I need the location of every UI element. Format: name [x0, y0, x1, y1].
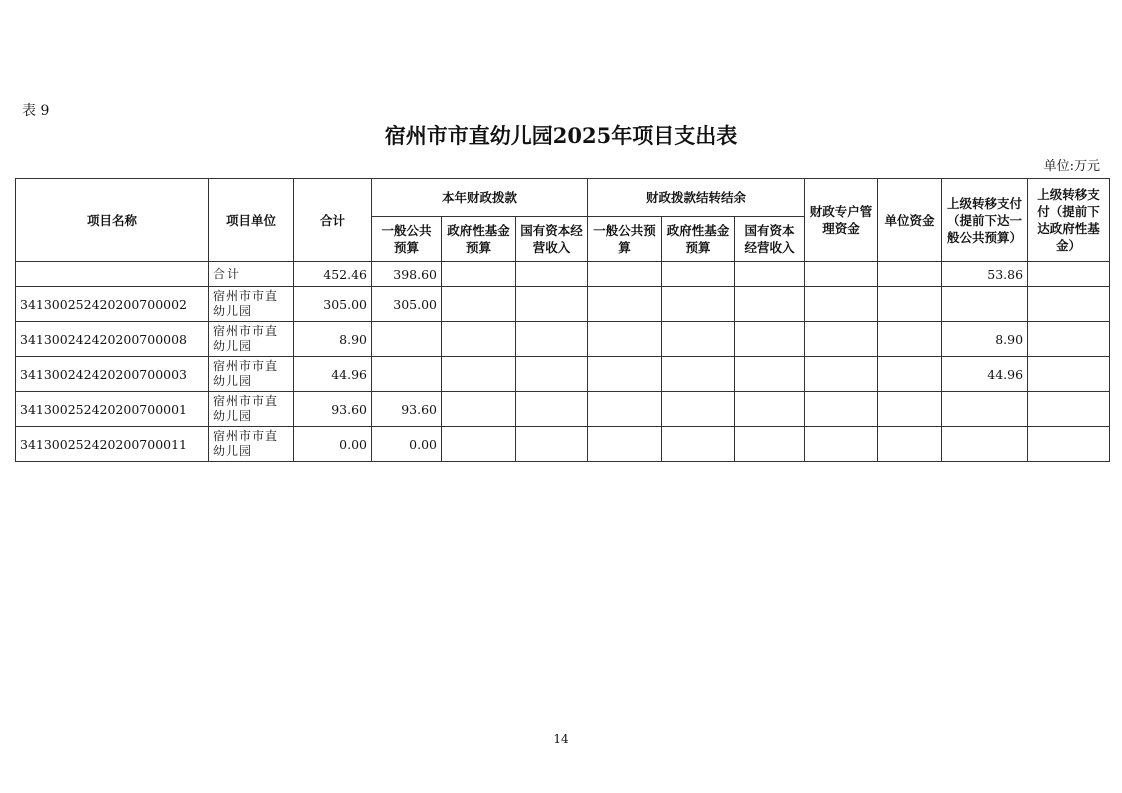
cell-empty — [878, 262, 942, 287]
header-cy-capital: 国有资本经营收入 — [516, 217, 588, 262]
header-carryover: 财政拨款结转结余 — [588, 179, 805, 217]
cell-code: 341300252420200700011 — [16, 427, 209, 462]
cell-unit: 合计 — [209, 262, 294, 287]
cell-cy-general: 398.60 — [372, 262, 442, 287]
cell-empty — [805, 287, 878, 322]
header-transfer-fund: 上级转移支付（提前下达政府性基金） — [1028, 179, 1110, 262]
cell-unit: 宿州市市直幼儿园 — [209, 287, 294, 322]
cell-empty — [662, 392, 735, 427]
header-project-name: 项目名称 — [16, 179, 209, 262]
cell-empty — [805, 392, 878, 427]
cell-empty — [662, 287, 735, 322]
cell-empty — [735, 357, 805, 392]
cell-empty — [442, 322, 516, 357]
cell-empty — [662, 322, 735, 357]
cell-empty — [735, 262, 805, 287]
cell-code: 341300242420200700008 — [16, 322, 209, 357]
cell-empty — [442, 392, 516, 427]
cell-empty — [805, 262, 878, 287]
cell-unit: 宿州市市直幼儿园 — [209, 322, 294, 357]
table-row — [16, 287, 1110, 322]
cell-unit: 宿州市市直幼儿园 — [209, 427, 294, 462]
cell-transfer-general — [942, 392, 1028, 427]
cell-empty — [1028, 262, 1110, 287]
cell-code: 341300252420200700002 — [16, 287, 209, 322]
cell-total: 8.90 — [294, 322, 372, 357]
cell-empty — [1028, 357, 1110, 392]
unit-label: 单位:万元 — [1043, 159, 1100, 174]
cell-empty — [588, 357, 662, 392]
cell-cy-general: 305.00 — [372, 287, 442, 322]
cell-empty — [516, 392, 588, 427]
cell-empty — [735, 322, 805, 357]
header-special-funds: 财政专户管理资金 — [805, 179, 878, 262]
cell-cy-general: 93.60 — [372, 392, 442, 427]
table-row — [16, 392, 1110, 427]
cell-empty — [442, 357, 516, 392]
cell-empty — [878, 287, 942, 322]
cell-empty — [516, 262, 588, 287]
cell-empty — [735, 427, 805, 462]
cell-empty — [878, 322, 942, 357]
header-co-general: 一般公共预算 — [588, 217, 662, 262]
cell-code — [16, 262, 209, 287]
header-co-fund: 政府性基金预算 — [662, 217, 735, 262]
header-cy-general: 一般公共预算 — [372, 217, 442, 262]
cell-empty — [588, 427, 662, 462]
cell-empty — [442, 287, 516, 322]
cell-empty — [878, 357, 942, 392]
header-co-capital: 国有资本经营收入 — [735, 217, 805, 262]
cell-empty — [1028, 287, 1110, 322]
cell-empty — [805, 427, 878, 462]
cell-transfer-general — [942, 427, 1028, 462]
cell-total: 305.00 — [294, 287, 372, 322]
cell-empty — [805, 322, 878, 357]
cell-empty — [516, 357, 588, 392]
cell-total: 0.00 — [294, 427, 372, 462]
cell-empty — [442, 262, 516, 287]
header-project-unit: 项目单位 — [209, 179, 294, 262]
cell-empty — [662, 262, 735, 287]
cell-unit: 宿州市市直幼儿园 — [209, 392, 294, 427]
header-unit-funds: 单位资金 — [878, 179, 942, 262]
cell-empty — [442, 427, 516, 462]
table-row — [16, 357, 1110, 392]
cell-code: 341300242420200700003 — [16, 357, 209, 392]
header-current-year-appropriation: 本年财政拨款 — [372, 179, 588, 217]
cell-empty — [878, 392, 942, 427]
cell-empty — [516, 287, 588, 322]
project-expenditure-table — [15, 178, 1110, 462]
cell-empty — [588, 287, 662, 322]
cell-empty — [1028, 322, 1110, 357]
cell-empty — [805, 357, 878, 392]
table-label: 表 9 — [22, 103, 50, 119]
cell-transfer-general — [942, 287, 1028, 322]
cell-empty — [735, 392, 805, 427]
cell-cy-general — [372, 357, 442, 392]
cell-empty — [878, 427, 942, 462]
cell-empty — [588, 322, 662, 357]
cell-transfer-general: 8.90 — [942, 322, 1028, 357]
cell-cy-general: 0.00 — [372, 427, 442, 462]
cell-transfer-general: 53.86 — [942, 262, 1028, 287]
cell-unit: 宿州市市直幼儿园 — [209, 357, 294, 392]
cell-code: 341300252420200700001 — [16, 392, 209, 427]
cell-total: 44.96 — [294, 357, 372, 392]
cell-total: 93.60 — [294, 392, 372, 427]
cell-empty — [588, 392, 662, 427]
cell-total: 452.46 — [294, 262, 372, 287]
cell-empty — [1028, 392, 1110, 427]
header-total: 合计 — [294, 179, 372, 262]
cell-empty — [588, 262, 662, 287]
page-number: 14 — [553, 732, 569, 746]
cell-empty — [1028, 427, 1110, 462]
cell-empty — [516, 427, 588, 462]
table-row-total — [16, 262, 1110, 287]
table-row — [16, 427, 1110, 462]
document-title: 宿州市市直幼儿园2025年项目支出表 — [384, 123, 738, 148]
header-transfer-general: 上级转移支付（提前下达一般公共预算） — [942, 179, 1028, 262]
cell-cy-general — [372, 322, 442, 357]
table-row — [16, 322, 1110, 357]
cell-empty — [662, 427, 735, 462]
cell-transfer-general: 44.96 — [942, 357, 1028, 392]
cell-empty — [662, 357, 735, 392]
cell-empty — [735, 287, 805, 322]
header-row-1 — [16, 179, 1110, 217]
cell-empty — [516, 322, 588, 357]
header-cy-fund: 政府性基金预算 — [442, 217, 516, 262]
